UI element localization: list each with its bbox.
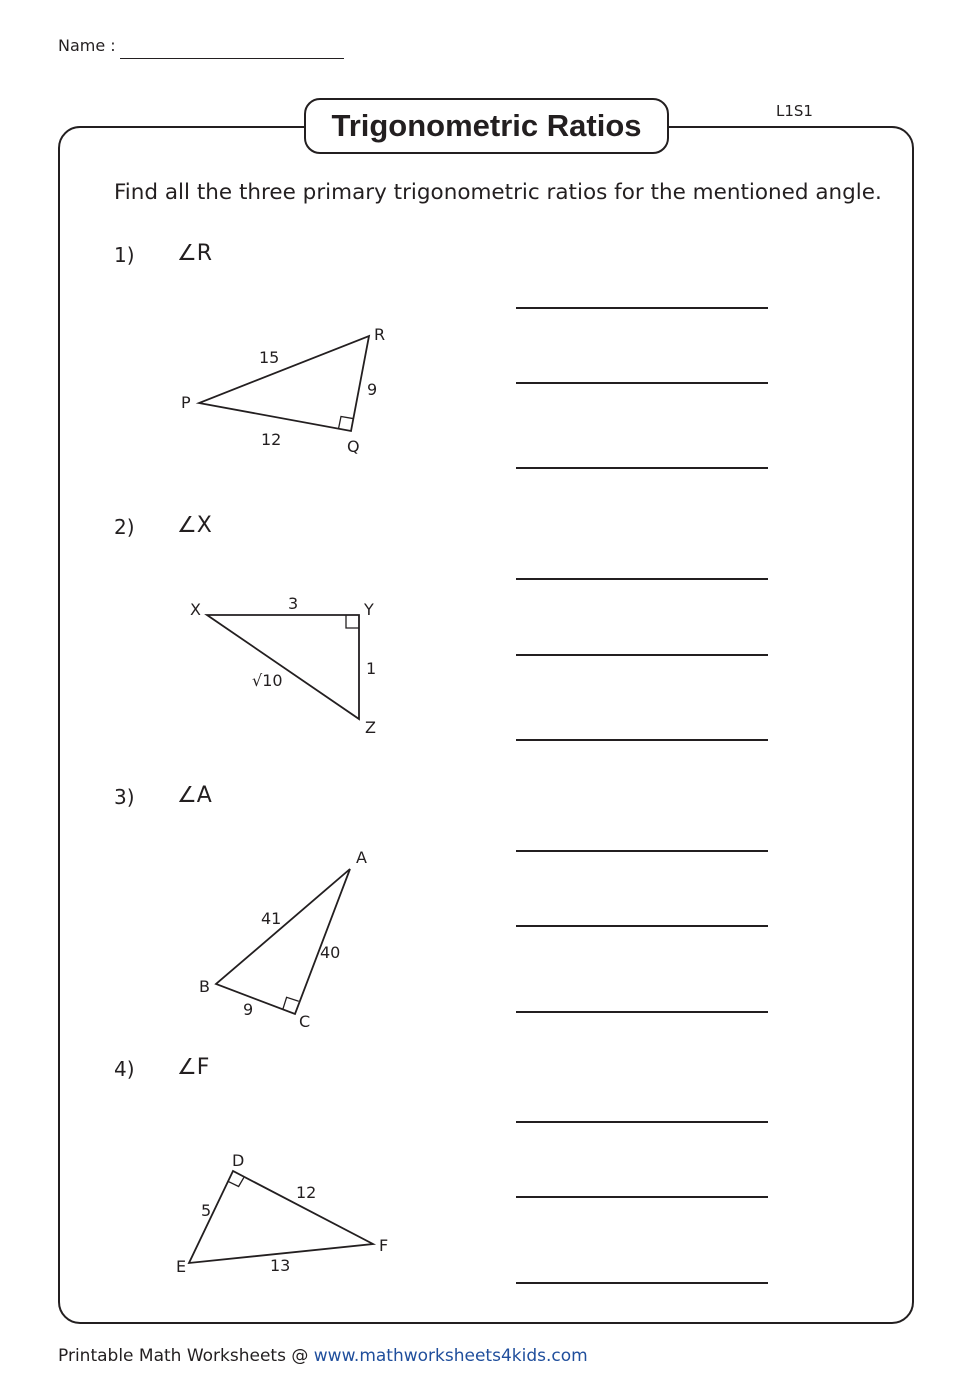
triangle-xyz-shape xyxy=(207,615,359,719)
question-3-number: 3) xyxy=(114,785,135,809)
side-pq-label: 12 xyxy=(261,430,282,449)
side-xy-label: 3 xyxy=(288,594,299,613)
vertex-b-label: B xyxy=(199,977,210,996)
instruction-text: Find all the three primary trigonometric ratios for the mentioned angle. xyxy=(114,180,882,205)
side-pr-label: 15 xyxy=(259,348,280,367)
triangle-def xyxy=(176,1151,388,1276)
triangle-pqr xyxy=(181,325,385,456)
footer-text: Printable Math Worksheets @ xyxy=(58,1346,309,1366)
right-angle-marker-c xyxy=(283,997,299,1009)
vertex-y-label: Y xyxy=(364,600,374,619)
triangle-abc-shape xyxy=(216,869,350,1014)
footer xyxy=(58,1346,588,1366)
side-yz-label: 1 xyxy=(366,659,377,678)
footer-url-link[interactable]: www.mathworksheets4kids.com xyxy=(313,1346,588,1366)
question-4-number: 4) xyxy=(114,1057,135,1081)
question-4-angle: ∠F xyxy=(177,1055,210,1080)
vertex-d-label: D xyxy=(232,1151,245,1170)
right-angle-marker-y xyxy=(346,615,359,628)
worksheet-title: Trigonometric Ratios xyxy=(304,98,669,154)
question-3-angle: ∠A xyxy=(177,783,212,808)
side-ef-label: 13 xyxy=(270,1256,291,1275)
triangle-abc xyxy=(199,848,367,1031)
worksheet-code: L1S1 xyxy=(776,102,813,120)
side-xz-label: √10 xyxy=(252,671,283,690)
triangle-def-shape xyxy=(189,1171,373,1263)
question-2-angle: ∠X xyxy=(177,513,212,538)
vertex-q-label: Q xyxy=(347,437,360,456)
triangle-xyz xyxy=(190,594,376,737)
vertex-x-label: X xyxy=(190,600,201,619)
right-angle-marker-d xyxy=(228,1178,244,1187)
vertex-z-label: Z xyxy=(365,718,376,737)
vertex-r-label: R xyxy=(374,325,386,344)
vertex-a-label: A xyxy=(356,848,367,867)
vertex-e-label: E xyxy=(176,1257,187,1276)
vertex-p-label: P xyxy=(181,393,191,412)
vertex-f-label: F xyxy=(379,1236,389,1255)
question-2-number: 2) xyxy=(114,515,135,539)
vertex-c-label: C xyxy=(299,1012,311,1031)
question-1-angle: ∠R xyxy=(177,241,213,266)
side-de-label: 5 xyxy=(201,1201,212,1220)
side-df-label: 12 xyxy=(296,1183,317,1202)
name-label: Name : xyxy=(58,36,116,55)
side-ac-label: 40 xyxy=(320,943,341,962)
side-qr-label: 9 xyxy=(367,380,378,399)
side-ab-label: 41 xyxy=(261,909,282,928)
side-bc-label: 9 xyxy=(243,1000,254,1019)
question-1-number: 1) xyxy=(114,243,135,267)
